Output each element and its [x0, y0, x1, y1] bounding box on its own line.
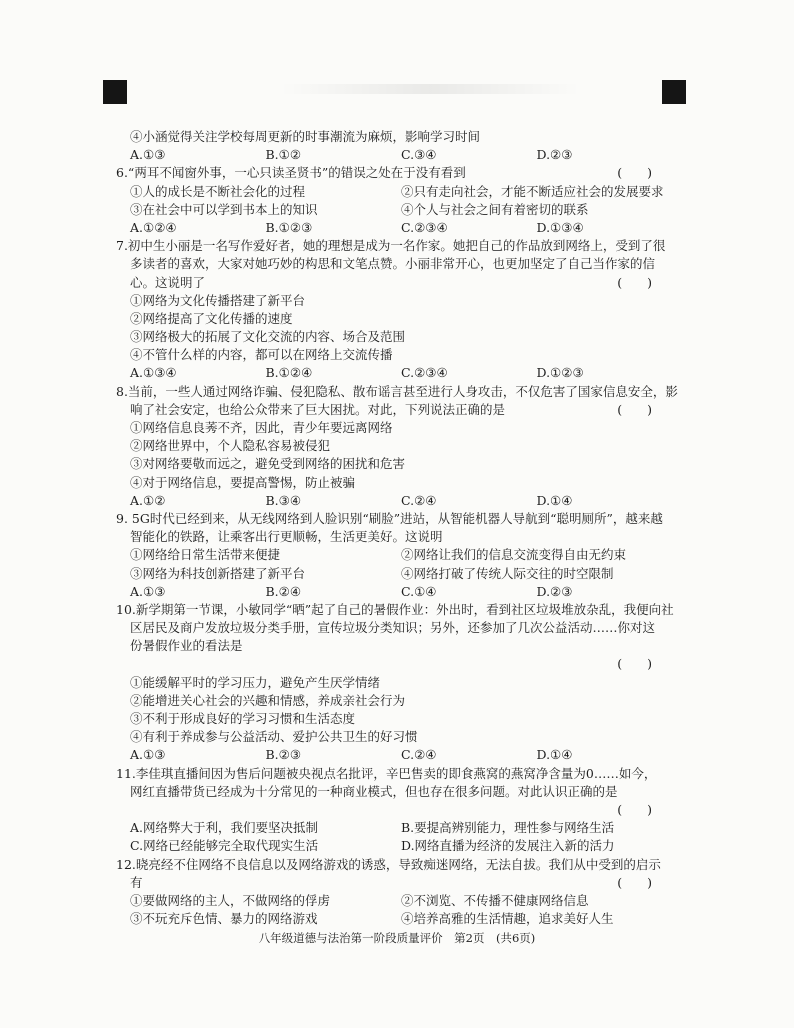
answer-choices — [116, 583, 672, 601]
choice-a[interactable]: A.①③ — [130, 583, 166, 599]
option-item: ②网络让我们的信息交流变得自由无约束 — [401, 547, 627, 563]
option-item: ③不玩充斥色情、暴力的网络游戏 — [130, 911, 318, 927]
question-12 — [116, 856, 672, 929]
option-item: ④培养高雅的生活情趣，追求美好人生 — [401, 911, 614, 927]
option-item: ②只有走向社会，才能不断适应社会的发展要求 — [401, 183, 664, 199]
question-5-tail — [116, 128, 672, 164]
answer-bracket[interactable]: ( ) — [617, 874, 652, 890]
question-stem: 份暑假作业的看法是 — [130, 638, 243, 654]
option-row — [116, 201, 672, 219]
choice-c[interactable]: C.③④ — [401, 147, 437, 163]
question-stem: 11.李佳琪直播间因为售后问题被央视点名批评，辛巴售卖的即食燕窝的燕窝净含量为0……如今， — [116, 765, 657, 781]
answer-choices — [116, 746, 672, 764]
answer-choices — [116, 364, 672, 382]
choice-c[interactable]: C.②④ — [401, 747, 437, 763]
choice-d[interactable]: D.网络直播为经济的发展注入新的活力 — [401, 838, 615, 854]
choice-d[interactable]: D.①③④ — [536, 219, 584, 235]
question-stem: 智能化的铁路，让乘客出行更顺畅，生活更美好。这说明 — [130, 529, 443, 545]
option-item: ②能增进关心社会的兴趣和情感，养成亲社会行为 — [130, 692, 406, 708]
option-item: ④网络打破了传统人际交往的时空限制 — [401, 565, 614, 581]
choice-d[interactable]: D.①②③ — [536, 365, 584, 381]
show-through-shadow — [280, 84, 580, 94]
question-6 — [116, 164, 672, 237]
question-stem: 区居民及商户发放垃圾分类手册，宣传垃圾分类知识；另外，还参加了几次公益活动……你对这 — [130, 620, 656, 636]
choice-d[interactable]: D.②③ — [536, 583, 573, 599]
choice-b[interactable]: B.②④ — [265, 583, 302, 599]
question-8 — [116, 383, 678, 510]
option-row — [116, 546, 672, 564]
answer-bracket[interactable]: ( ) — [617, 401, 652, 417]
option-item: ④个人与社会之间有着密切的联系 — [401, 201, 589, 217]
answer-bracket[interactable]: ( ) — [617, 801, 652, 817]
option-row — [116, 892, 672, 910]
option-row — [116, 183, 672, 201]
choice-d[interactable]: D.①④ — [536, 747, 573, 763]
question-list — [116, 128, 678, 928]
question-9 — [116, 510, 672, 601]
question-stem: 网红直播带货已经成为十分常见的一种商业模式，但也存在很多问题。对此认识正确的是 — [130, 783, 618, 799]
choice-d[interactable]: D.②③ — [536, 147, 573, 163]
choice-a[interactable]: A.网络弊大于利，我们要坚决抵制 — [130, 820, 319, 836]
option-item: ①要做网络的主人，不做网络的俘虏 — [130, 892, 331, 908]
answer-choices — [116, 492, 672, 510]
option-item: ④小涵觉得关注学校每周更新的时事潮流为麻烦，影响学习时间 — [130, 129, 481, 144]
choice-b[interactable]: B.①② — [265, 147, 302, 163]
option-row — [116, 565, 672, 583]
question-stem — [116, 401, 672, 419]
stem-text: 6.“两耳不闻窗外事，一心只读圣贤书”的错误之处在于没有看到 — [116, 165, 466, 181]
option-item: ②网络提高了文化传播的速度 — [130, 310, 293, 326]
choice-b[interactable]: B.③④ — [265, 492, 302, 508]
option-item: ②网络世界中，个人隐私容易被侵犯 — [130, 438, 331, 454]
option-item: ③在社会中可以学到书本上的知识 — [130, 201, 318, 217]
option-item: ③不利于形成良好的学习习惯和生活态度 — [130, 711, 356, 726]
question-stem: 8.当前，一些人通过网络诈骗、侵犯隐私、散布谣言甚至进行人身攻击，不仅危害了国家信息安全，影 — [116, 383, 678, 399]
option-item: ④有利于养成参与公益活动、爱护公共卫生的好习惯 — [130, 729, 418, 745]
question-stem: 7.初中生小丽是一名写作爱好者，她的理想是成为一名作家。她把自己的作品放到网络上，受到了很 — [116, 238, 666, 254]
choice-a[interactable]: A.①② — [130, 492, 166, 508]
question-stem: 10.新学期第一节课，小敏同学“晒”起了自己的暑假作业：外出时，看到社区垃圾堆放杂乱，我便向社 — [116, 601, 674, 617]
choice-d[interactable]: D.①④ — [536, 492, 573, 508]
choice-c[interactable]: C.②③④ — [401, 219, 448, 235]
choice-b[interactable]: B.要提高辨别能力，理性参与网络生活 — [401, 820, 615, 836]
option-item: ③网络极大的拓展了文化交流的内容、场合及范围 — [130, 329, 406, 345]
option-item: ③对网络要敬而远之，避免受到网络的困扰和危害 — [130, 456, 406, 472]
option-item: ①网络为文化传播搭建了新平台 — [130, 292, 306, 308]
answer-choices — [116, 146, 672, 164]
choice-a[interactable]: A.①③ — [130, 147, 166, 163]
answer-choices — [116, 819, 672, 837]
question-stem — [116, 874, 672, 892]
question-11 — [116, 765, 672, 856]
choice-c[interactable]: C.①④ — [401, 583, 437, 599]
choice-b[interactable]: B.①②④ — [265, 365, 313, 381]
answer-choices — [116, 837, 672, 855]
choice-a[interactable]: A.①②④ — [130, 219, 177, 235]
option-item: ②不浏览、不传播不健康网络信息 — [401, 892, 589, 908]
choice-b[interactable]: B.①②③ — [265, 219, 313, 235]
option-item: ①能缓解平时的学习压力，避免产生厌学情绪 — [130, 674, 381, 690]
answer-bracket-row — [116, 655, 672, 673]
registration-mark-right — [662, 80, 686, 104]
choice-b[interactable]: B.②③ — [265, 747, 302, 763]
option-item: ①网络给日常生活带来便捷 — [130, 547, 281, 563]
registration-mark-left — [103, 80, 127, 104]
answer-bracket[interactable]: ( ) — [617, 656, 652, 672]
option-item: ①人的成长是不断社会化的过程 — [130, 183, 306, 199]
option-row — [116, 910, 672, 928]
stem-text: 有 — [130, 874, 143, 890]
option-item: ①网络信息良莠不齐，因此，青少年要远离网络 — [130, 420, 393, 435]
option-item: ④对于网络信息，要提高警惕，防止被骗 — [130, 474, 356, 490]
page-footer: 八年级道德与法治第一阶段质量评价 第2页 (共6页) — [258, 931, 536, 945]
question-stem: 多读者的喜欢，大家对她巧妙的构思和文笔点赞。小丽非常开心，也更加坚定了自己当作家的信 — [130, 256, 656, 272]
option-item: ③网络为科技创新搭建了新平台 — [130, 565, 306, 581]
question-10 — [116, 601, 672, 765]
stem-text: 响了社会安定，也给公众带来了巨大困扰。对此，下列说法正确的是 — [130, 401, 506, 417]
question-7 — [116, 237, 672, 383]
choice-c[interactable]: C.网络已经能够完全取代现实生活 — [130, 838, 319, 854]
choice-c[interactable]: C.②③④ — [401, 365, 448, 381]
choice-a[interactable]: A.①③④ — [130, 365, 177, 381]
answer-bracket-row — [116, 801, 672, 819]
option-item: ④不管什么样的内容，都可以在网络上交流传播 — [130, 347, 393, 363]
answer-bracket[interactable]: ( ) — [617, 165, 652, 181]
choice-a[interactable]: A.①③ — [130, 747, 166, 763]
question-stem: 9. 5G时代已经到来，从无线网络到人脸识别“刷脸”进站，从智能机器人导航到“聪明厕所”，越来越 — [116, 510, 663, 526]
question-stem — [116, 164, 672, 182]
question-stem: 12.晓亮经不住网络不良信息以及网络游戏的诱惑，导致痴迷网络，无法自拔。我们从中受到的启示 — [116, 856, 661, 872]
choice-c[interactable]: C.②④ — [401, 492, 437, 508]
question-stem — [116, 274, 672, 292]
stem-text: 心。这说明了 — [130, 274, 206, 290]
answer-choices — [116, 219, 672, 237]
answer-bracket[interactable]: ( ) — [617, 274, 652, 290]
